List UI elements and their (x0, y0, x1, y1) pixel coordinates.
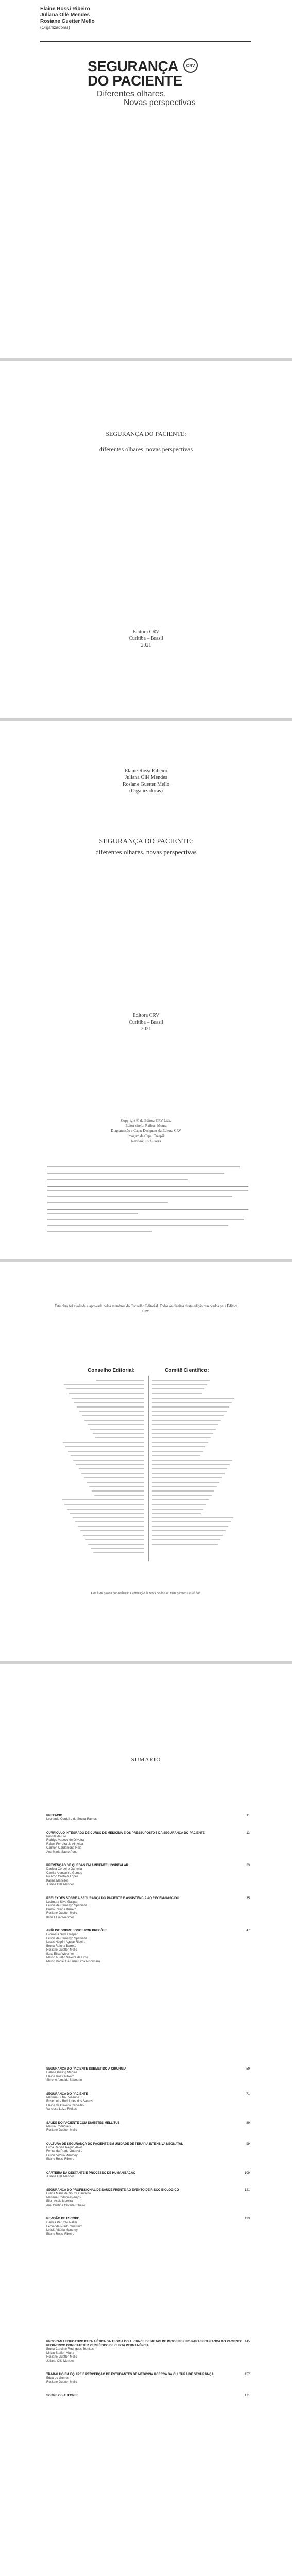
toc-entry-author: Lucas Negrini Aguiar Ribeiro (46, 1941, 86, 1944)
toc-entry-author: Ana Cristina Oliveira Ribeiro (46, 2204, 85, 2207)
board-member-line (152, 1392, 239, 1396)
half-year: 2021 (141, 642, 151, 648)
toc-entry-author: Bruna Caroline Rodrigues Trenkes (46, 2348, 94, 2351)
board-member-line (152, 1458, 239, 1463)
board-member-line (57, 1414, 144, 1418)
title-editors-role: (Organizadoras) (129, 788, 163, 794)
toc-entry[interactable] (46, 2188, 250, 2208)
board-member-line (57, 1467, 144, 1471)
toc-entry-author: Rosiane Guetter Mello (46, 1948, 77, 1952)
board-member-line (152, 1502, 239, 1507)
catalog-line (47, 1179, 248, 1183)
half-publisher: Editora CRV (132, 629, 160, 635)
toc-entry-author: Marco Daniel Da Luzia Lima Nishimara (46, 1960, 100, 1963)
toc-entry-author: Leticia Vitória Manthey (46, 2154, 78, 2157)
toc-entry-author: Juliana Ollé Mendes (46, 1883, 75, 1886)
toc-entry-page: 11 (246, 1814, 250, 1817)
toc-entry-author: Marcia Rodrigues (46, 2125, 71, 2128)
board-member-line (152, 1414, 239, 1418)
board-member-line (152, 1520, 239, 1524)
board-member-line (57, 1502, 144, 1507)
toc-entry-author: Leticia de Camargo Spaniada (46, 1904, 88, 1907)
half-subtitle: diferentes olhares, novas perspectivas (99, 446, 193, 453)
toc-entry-author: Rosiane Guetter Mello (46, 2129, 77, 2132)
editorial-note: Esta obra foi avaliada e aprovada pelos membros do Conselho Editorial. Todos os direitos desta edição reservados pela Editora CRV. (54, 1304, 238, 1313)
toc-entry-author: Ilana Elisa Wiedmer (46, 1916, 74, 1919)
toc-entry-author: Leticia Vitória Manthey (46, 2229, 78, 2232)
catalog-separator (47, 1186, 248, 1187)
toc-entry-page: 23 (246, 1864, 250, 1867)
toc-entry[interactable] (46, 1896, 250, 1920)
board-member-line (57, 1476, 144, 1480)
half-title: SEGURANÇA DO PACIENTE: (106, 430, 186, 437)
book-subtitle: diferentes olhares, novas perspectivas (95, 848, 197, 856)
toc-entry-author: Juliana Ollé Mendes (46, 2359, 75, 2363)
board-member-line (57, 1511, 144, 1516)
title-year: 2021 (141, 1026, 151, 1032)
cover-page (0, 0, 292, 361)
board-member-line (152, 1462, 239, 1467)
toc-entry-title-row (46, 2340, 250, 2348)
board-member-line (152, 1537, 239, 1542)
toc-entry[interactable] (46, 2340, 250, 2363)
toc-entry-author: Rosiane Guetter Mello (46, 2380, 77, 2384)
board-member-line (57, 1400, 144, 1405)
toc-entry-page: 121 (244, 2189, 250, 2192)
toc-entry-title: SAÚDE DO PACIENTE COM DIABETES MELLITUS (46, 2121, 120, 2125)
copyright-line: Revisão: Os Autores (131, 1139, 161, 1143)
board-member-line (152, 1409, 239, 1414)
conselho-editorial-list (57, 1378, 144, 1555)
toc-entry-author: Elaine de Oliveira Carvalho (46, 2104, 84, 2107)
board-member-line (57, 1524, 144, 1529)
board-member-line (152, 1405, 239, 1410)
board-member-line (152, 1476, 239, 1480)
toc-entry-title: PREVENÇÃO DE QUEDAS EM AMBIENTE HOSPITALAR (46, 1864, 129, 1867)
copyright-line: Editor-chefe: Railson Moura (125, 1124, 167, 1128)
toc-entry[interactable] (46, 2067, 250, 2083)
toc-entry[interactable] (46, 1863, 250, 1887)
board-member-line (152, 1493, 239, 1498)
cover-title-line-1: SEGURANÇA (88, 58, 178, 74)
toc-entry-title-row (46, 1814, 250, 1818)
toc-entry-author: Vanessa Luiza Freitas (46, 2108, 77, 2111)
board-member-line (152, 1383, 239, 1387)
toc-entry-page: 59 (246, 2067, 250, 2071)
board-member-line (57, 1551, 144, 1555)
toc-entry-title-row (46, 1863, 250, 1868)
board-member-line (57, 1383, 144, 1387)
title-city: Curitiba – Brasil (129, 1020, 163, 1025)
board-member-line (57, 1489, 144, 1494)
toc-entry-title: ANÁLISE SOBRE JOGOS POR PREGÕES (46, 1929, 108, 1933)
board-member-line (57, 1484, 144, 1489)
board-member-line (57, 1405, 144, 1410)
toc-entry-author: Simone Almeida Sabourin (46, 2079, 82, 2082)
board-member-line (152, 1511, 239, 1516)
toc-entry[interactable] (46, 2121, 250, 2133)
title-editor-1: Elaine Rossi Ribeiro (125, 768, 167, 774)
cover-editor-2: Juliana Ollé Mendes (40, 12, 90, 18)
board-member-line (152, 1480, 239, 1485)
cover-editor-3: Rosiane Guetter Mello (40, 19, 95, 24)
peer-review-note: Este livro passou por avaliação e aprovação às cegas de dois ou mais pareceristas ad hoc. (91, 1592, 201, 1595)
toc-entry-author: Mariana Rodrigues Anjos (46, 2196, 81, 2199)
toc-heading: SUMÁRIO (131, 1757, 161, 1763)
catalog-line (47, 1166, 248, 1171)
toc-entry-author: Luiza Regina Ragno Alves (46, 2146, 83, 2149)
toc-entry-page: 171 (244, 2394, 250, 2397)
title-editors (0, 768, 292, 794)
toc-entry-title-row (46, 2092, 250, 2096)
toc-entry-title: REFLEXÕES SOBRE A SEGURANÇA DO PACIENTE E ASSISTÊNCIA AO RECÉM-NASCIDO (46, 1896, 179, 1900)
toc-entry-author: Rosemeire Rodrigues dos Santos (46, 2100, 93, 2103)
board-member-line (57, 1427, 144, 1432)
toc-entry-author: Marco Aurélio Silveira de Lima (46, 1956, 89, 1959)
toc-entry-title-row (46, 2121, 250, 2125)
copyright-line: Imagem de Capa: Freepik (127, 1134, 165, 1138)
board-member-line (57, 1542, 144, 1547)
title-page (0, 721, 292, 1262)
board-member-line (152, 1431, 239, 1436)
toc-entry[interactable] (46, 2217, 250, 2236)
board-member-line (57, 1533, 144, 1538)
board-member-line (152, 1400, 239, 1405)
toc-entry-author: Ellen Assis Moreira (46, 2200, 73, 2203)
toc-entry-page: 145 (244, 2340, 250, 2343)
toc-entry-page: 133 (244, 2217, 250, 2221)
toc-entry-author: Juliana Ollé Mendes (46, 2175, 75, 2178)
title-editor-3: Rosiane Guetter Mello (122, 782, 170, 787)
board-member-line (57, 1458, 144, 1463)
toc-entry-page: 89 (246, 2121, 250, 2125)
board-member-line (57, 1520, 144, 1524)
toc-entry-title: CURRÍCULO INTEGRADO DE CURSO DE MEDICINA E OS PRESSUPOSTOS DA SEGURANÇA DO PACIENTE (46, 1831, 205, 1835)
board-member-line (57, 1392, 144, 1396)
toc-entry-page: 157 (244, 2373, 250, 2376)
toc-entry-author: Elaine Rossi Ribeiro (46, 2075, 75, 2078)
toc-entry-title-row (46, 2142, 250, 2146)
board-member-line (57, 1449, 144, 1454)
board-member-line (57, 1409, 144, 1414)
conselho-editorial-heading: Conselho Editorial: (88, 1368, 135, 1374)
toc-entry-author: Rafael Ferreira de Almeida (46, 1842, 83, 1846)
toc-entry-title: CULTURA DE SEGURANÇA DO PACIENTE EM UNIDADE DE TERAPIA INTENSIVA NEONATAL (46, 2142, 183, 2146)
toc-entry-author: Daniela Cordeiro Gamella (46, 1868, 82, 1871)
board-member-line (152, 1506, 239, 1511)
toc-entry-author: Fernanda Prado Guerreiro (46, 2150, 83, 2153)
board-member-line (152, 1440, 239, 1445)
board-member-line (57, 1445, 144, 1449)
toc-entry-author: Rodrigo Vadeco de Oliveira (46, 1839, 84, 1842)
catalog-line (47, 1213, 248, 1217)
cover-divider (40, 41, 251, 42)
toc-entry-author: Priscila da Fro (46, 1835, 66, 1838)
toc-entry-author: Elaine Rossi Ribeiro (46, 2158, 75, 2161)
board-member-line (152, 1489, 239, 1494)
toc-entry-title-row (46, 2067, 250, 2071)
board-member-line (57, 1418, 144, 1422)
catalog-separator (47, 1209, 248, 1210)
cover-editor-1: Elaine Rossi Ribeiro (40, 6, 90, 12)
board-member-line (152, 1467, 239, 1471)
board-member-line (57, 1436, 144, 1440)
board-member-line (152, 1396, 239, 1400)
board-member-line (152, 1449, 239, 1454)
board-member-line (152, 1529, 239, 1533)
toc-entry-title: TRABALHO EM EQUIPE E PERCEPÇÃO DE ESTUDANTES DE MEDICINA ACERCA DA CULTURA DE SEGURANÇA (46, 2373, 214, 2376)
board-member-line (57, 1462, 144, 1467)
toc-entry[interactable] (46, 2092, 250, 2112)
half-city: Curitiba – Brasil (129, 636, 163, 641)
half-title-page (0, 361, 292, 721)
title-publisher: Editora CRV (132, 1013, 160, 1019)
toc-entry-author: Lucimara Silva Gaspar (46, 1933, 78, 1936)
toc-entry-author: Elaine Rossi Ribeiro (46, 2232, 75, 2236)
toc-entry-author: Mariana Dutra Rezende (46, 2096, 79, 2099)
catalog-line (47, 1219, 248, 1223)
toc-entry-title: SOBRE OS AUTORES (46, 2394, 79, 2397)
board-member-line (152, 1533, 239, 1538)
table-of-contents-page (0, 1664, 292, 2576)
half-publisher-block (0, 629, 292, 649)
toc-entry-author: Mirian Steffen Viana (46, 2351, 74, 2355)
board-member-line (57, 1453, 144, 1458)
comite-cientifico-list (152, 1378, 239, 1547)
board-member-line (152, 1471, 239, 1476)
toc-entry-title: SEGURANÇA DO PACIENTE (46, 2092, 88, 2096)
board-member-line (57, 1378, 144, 1383)
cover-editors (40, 6, 95, 31)
board-member-line (57, 1547, 144, 1551)
board-member-line (152, 1387, 239, 1392)
comite-cientifico-heading: Comitê Científico: (165, 1368, 209, 1374)
board-member-line (57, 1431, 144, 1436)
board-divider (148, 1376, 149, 1561)
toc-entry-author: Ricardo Castoldi Lopes (46, 1875, 79, 1878)
toc-entry-title-row (46, 1929, 250, 1933)
title-publisher-block (0, 1012, 292, 1032)
toc-entry-page: 71 (246, 2092, 250, 2096)
board-member-line (57, 1537, 144, 1542)
toc-entry-title: PROGRAMA EDUCATIVO PARA A ÉTICA DA TEORIA DO ALCANCE DE METAS DE IMOGENE KING PARA SEGURANÇA DO PACIENTE PEDIÁTRICO COM CATETER PERIFÉRICO DE CURTA PERMANÊNCIA (46, 2340, 242, 2347)
toc-entry-page: 109 (244, 2171, 250, 2175)
toc-entry-author: Eduardo Gomes (46, 2377, 69, 2380)
board-member-line (57, 1471, 144, 1476)
toc-entry-page: 99 (246, 2142, 250, 2146)
toc-entry-title: SEGURANÇA DO PACIENTE SUBMETIDO A CIRURGIA (46, 2067, 127, 2071)
publisher-logo-icon (183, 58, 198, 73)
toc-entry-title-row (46, 1896, 250, 1901)
toc-entry-author: Ilana Elisa Wiedmer (46, 1952, 74, 1956)
board-member-line (152, 1422, 239, 1427)
title-editor-2: Juliana Ollé Mendes (125, 775, 167, 781)
toc-entry-page: 47 (246, 1929, 250, 1933)
board-member-line (57, 1387, 144, 1392)
board-member-line (57, 1515, 144, 1520)
toc-entry-author: Ana Maria Sauto Pons (46, 1850, 78, 1854)
catalog-line (47, 1196, 248, 1200)
catalog-record (47, 1164, 248, 1235)
toc-entry-page: 35 (246, 1896, 250, 1900)
cover-subtitle-line-2: Novas perspectivas (124, 98, 196, 107)
board-member-line (57, 1480, 144, 1485)
board-member-line (57, 1506, 144, 1511)
toc-entry-title-row (46, 2171, 250, 2175)
copyright-line: Copyright © da Editora CRV Ltda. (121, 1118, 171, 1123)
toc-entry-title-row (46, 1831, 250, 1835)
copyright-block (0, 1118, 292, 1144)
board-member-line (57, 1422, 144, 1427)
toc-entry-author: Leonardo Cordeiro de Souza Ramos (46, 1818, 97, 1821)
board-member-line (152, 1542, 239, 1547)
toc-entry-author: Fernanda Prado Guerreiro (46, 2225, 83, 2228)
board-member-line (152, 1418, 239, 1422)
toc-entry-author: Helena Kieling Martins (46, 2071, 78, 2074)
catalog-line (47, 1190, 248, 1194)
toc-entry-title-row (46, 2188, 250, 2192)
toc-entry[interactable] (46, 2142, 250, 2162)
board-member-line (57, 1529, 144, 1533)
toc-entry-author: Leticia de Camargo Spaniada (46, 1937, 88, 1940)
board-member-line (152, 1498, 239, 1502)
board-member-line (57, 1493, 144, 1498)
toc-entry-title-row (46, 2372, 250, 2377)
toc-entry-author: Lucimara Silva Gaspar (46, 1900, 78, 1904)
toc-entry[interactable] (46, 1831, 250, 1855)
toc-entry-title: SEGURANÇA DO PROFISSIONAL DE SAÚDE FRENTE AO EVENTO DE RISCO BIOLÓGICO (46, 2189, 179, 2192)
toc-entry-title: PREFÁCIO (46, 1814, 63, 1817)
board-member-line (152, 1427, 239, 1432)
toc-entry[interactable] (46, 2394, 250, 2398)
logo-text: CRV (186, 63, 195, 69)
toc-entry[interactable] (46, 2171, 250, 2179)
toc-entry-author: Rosiane Guetter Mello (46, 1912, 77, 1915)
board-member-line (152, 1453, 239, 1458)
board-member-line (152, 1524, 239, 1529)
toc-entry-title: REVISÃO DE ESCOPO (46, 2217, 80, 2221)
board-member-line (57, 1396, 144, 1400)
toc-entry-author: Camila Alencastro Gomes (46, 1871, 82, 1875)
toc-entry-author: Bruna Rainha Barreto (46, 1944, 77, 1948)
toc-entry-page: 13 (246, 1831, 250, 1835)
board-member-line (152, 1378, 239, 1383)
toc-entry-author: Bruna Rainha Barreto (46, 1908, 77, 1911)
book-title: SEGURANÇA DO PACIENTE: (99, 838, 193, 845)
toc-entry-title-row (46, 2217, 250, 2221)
toc-entry[interactable] (46, 1814, 250, 1822)
board-member-line (57, 1498, 144, 1502)
toc-entry-author: Carmen Cardamone Reis (46, 1846, 82, 1850)
toc-entry-author: Rosiane Guetter Mello (46, 2355, 77, 2359)
catalog-line (47, 1231, 248, 1235)
toc-entry-author: Luana Maria de Souza Carvalho (46, 2192, 91, 2195)
board-member-line (152, 1436, 239, 1440)
toc-entry-author: Karina Menezes (46, 1879, 69, 1883)
copyright-line: Diagramação e Capa: Designers da Editora CRV (111, 1129, 181, 1133)
toc-entry-author: Camila Peruzzo Nalim (46, 2221, 77, 2224)
cover-subtitle-line-1: Diferentes olhares, (97, 90, 166, 98)
toc-entry-title: CARTEIRA DA GESTANTE E PROCESSO DE HUMANIZAÇÃO (46, 2171, 136, 2175)
catalog-line (47, 1225, 248, 1229)
board-member-line (152, 1484, 239, 1489)
cover-editors-role: (Organizadoras) (40, 25, 70, 30)
editorial-board-page (0, 1262, 292, 1664)
toc-entry[interactable] (46, 2372, 250, 2384)
toc-entry-title-row (46, 2394, 250, 2398)
catalog-line (47, 1202, 248, 1206)
toc-entries (46, 1814, 250, 2407)
cover-title-line-2: DO PACIENTE (88, 73, 182, 89)
catalog-line (47, 1173, 248, 1177)
board-member-line (57, 1440, 144, 1445)
toc-entry[interactable] (46, 1929, 250, 1964)
board-member-line (152, 1445, 239, 1449)
board-member-line (152, 1515, 239, 1520)
